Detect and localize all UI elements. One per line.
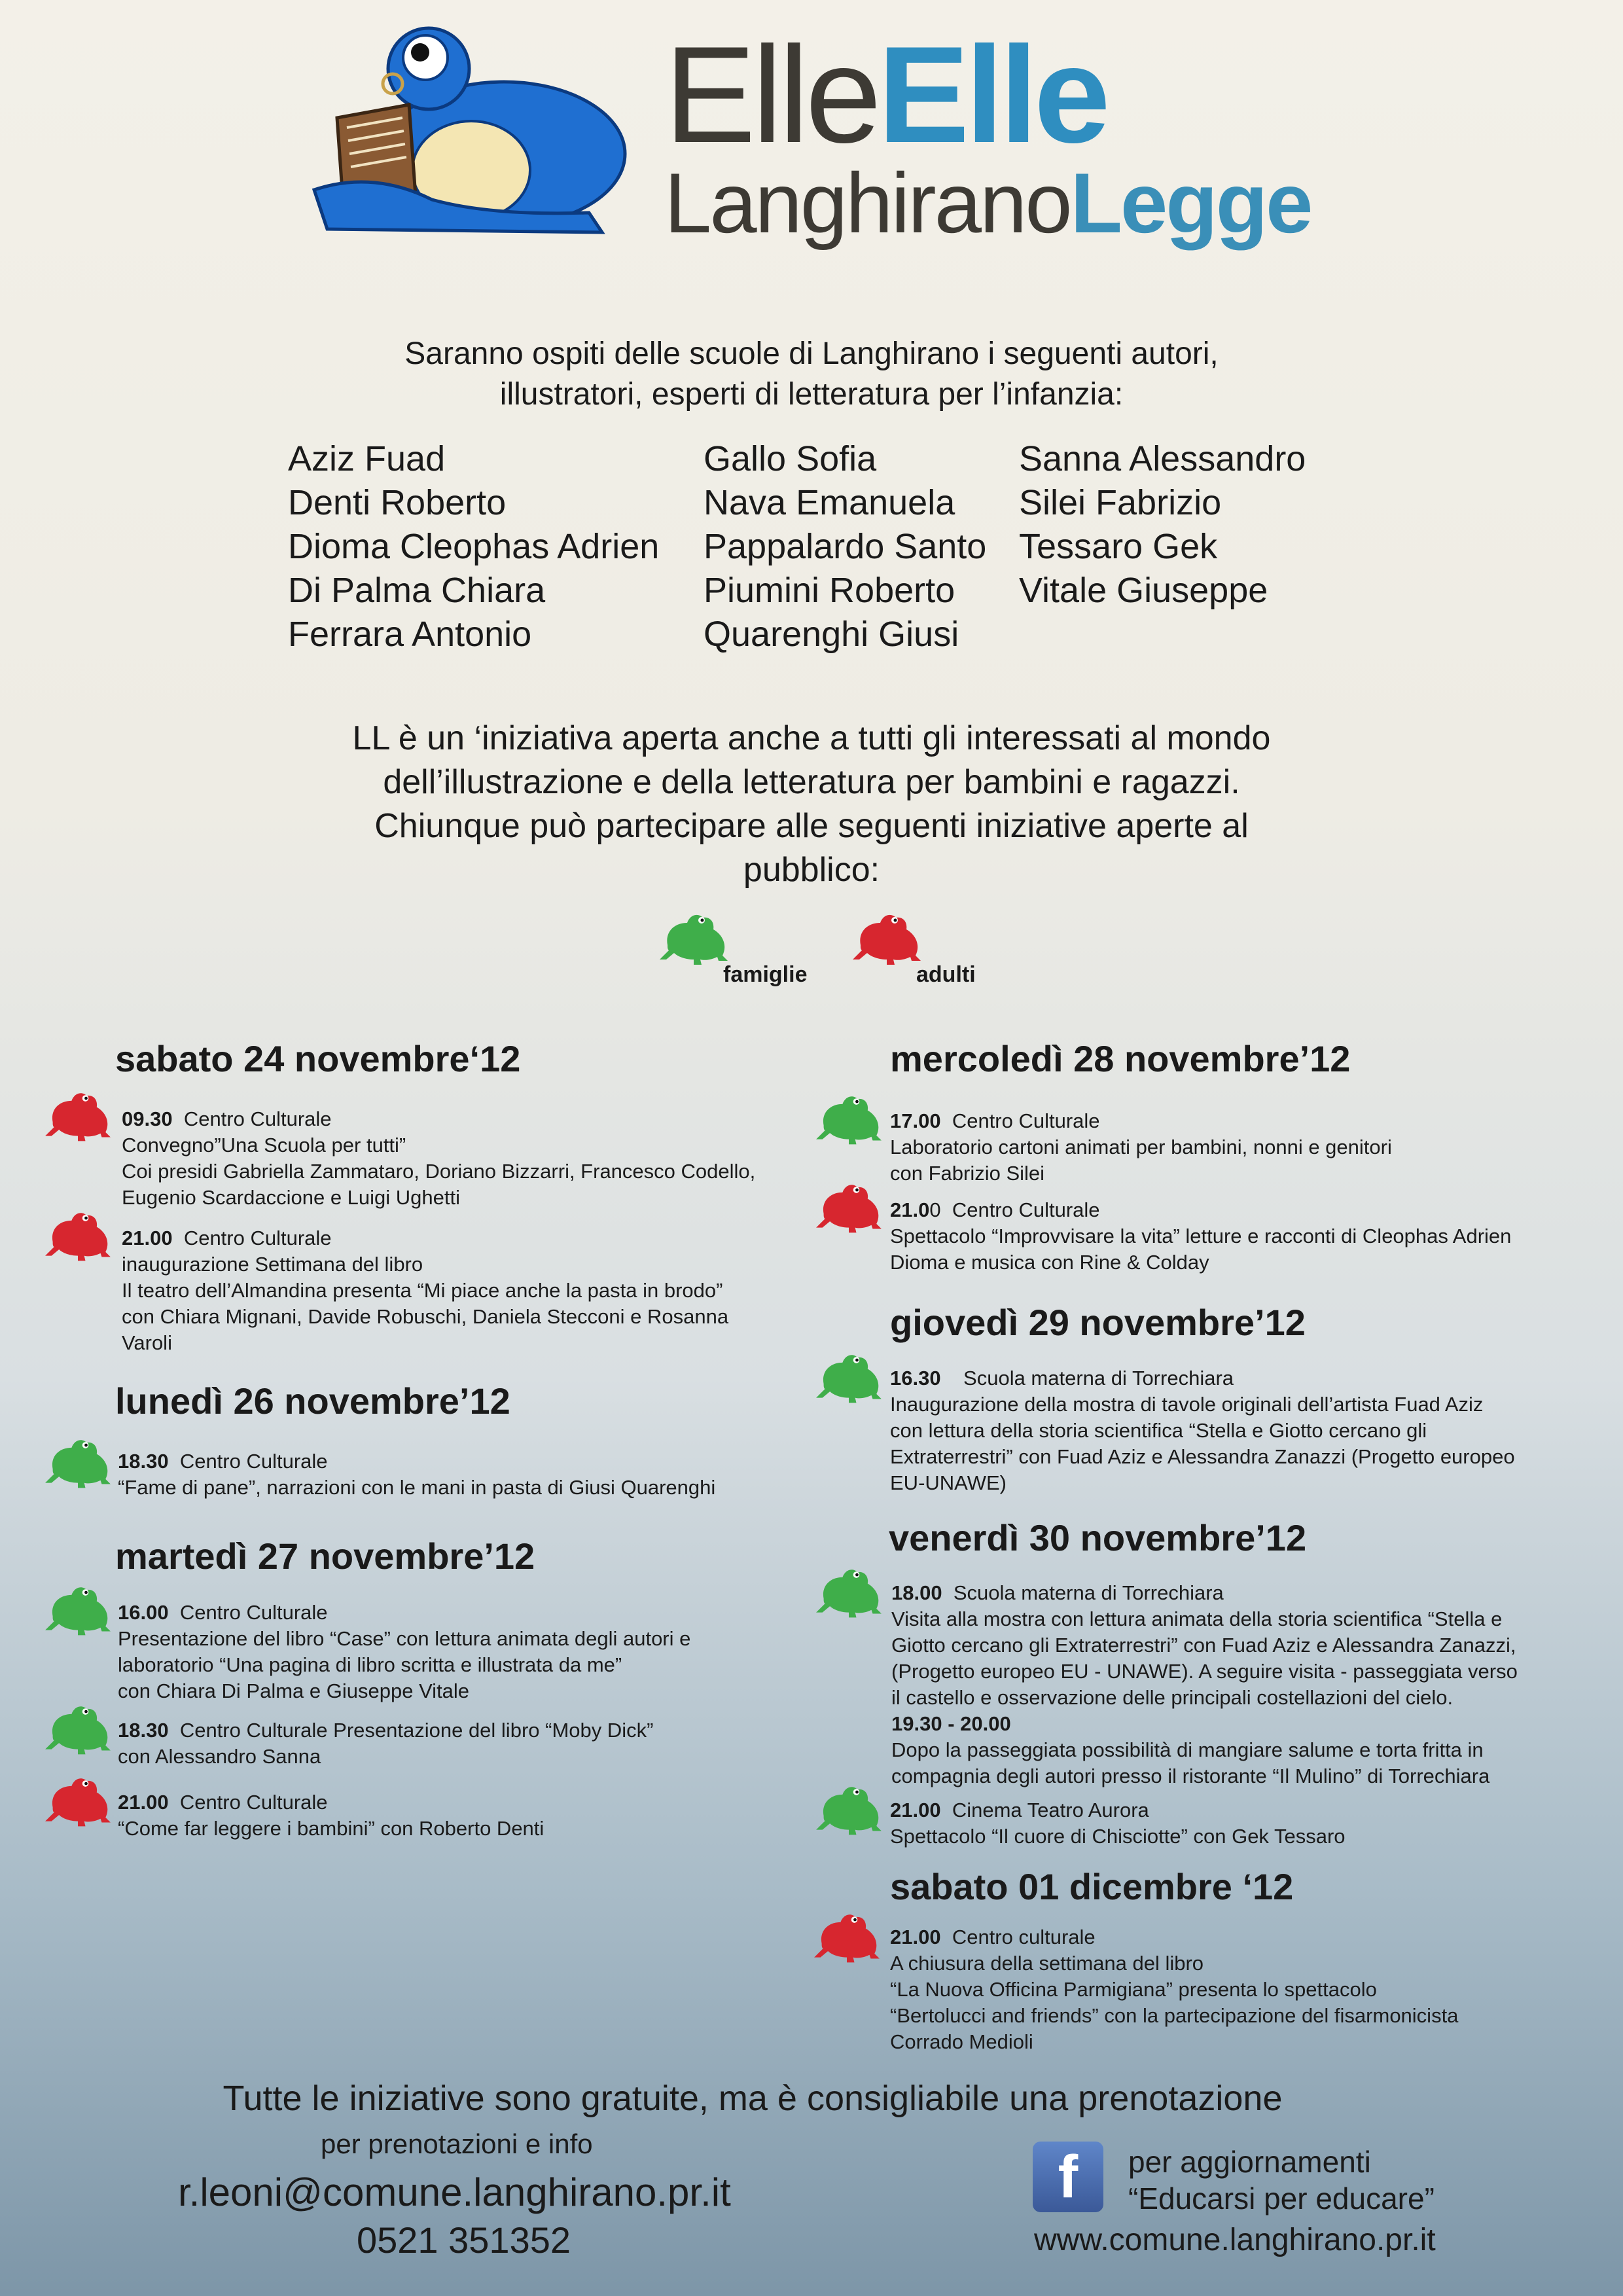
- red-frog-icon: [810, 1175, 887, 1238]
- event-block: 16.00 Centro Culturale Presentazione del libro “Case” con lettura animata degli autori e laboratorio “Una pagina di libro scritta e illustrata da me” con Chiara Di Palma e Giuseppe Vitale: [118, 1601, 691, 1702]
- event-block: 09.30 Centro Culturale Convegno”Una Scuola per tutti” Coi presidi Gabriella Zammataro, Doriano Bizzarri, Francesco Codello, Eugenio Scardaccione e Luigi Ughetti: [122, 1107, 756, 1209]
- subtitle-langhiranolegge: LanghiranoLegge: [664, 155, 1311, 251]
- red-frog-icon: [39, 1768, 116, 1831]
- event-block: 21.00 Cinema Teatro Aurora Spettacolo “Il cuore di Chisciotte” con Gek Tessaro: [890, 1799, 1346, 1848]
- red-frog-icon: [847, 905, 926, 970]
- green-frog-icon: [810, 1777, 887, 1840]
- day-heading: lunedì 26 novembre’12: [115, 1380, 510, 1422]
- day-heading: sabato 01 dicembre ‘12: [890, 1866, 1294, 1907]
- contact-phone[interactable]: 0521 351352: [357, 2219, 571, 2261]
- open-initiative-text: LL è un ‘iniziativa aperta anche a tutti gli interessati al mondo dell’illustrazione e della letteratura per bambini e ragazzi. Chiunque può partecipare alle seguenti iniziative aperte al pubblico:: [352, 719, 1271, 889]
- legend-label-adulti: adulti: [916, 962, 976, 987]
- event-block: 21.00 Centro culturale A chiusura della settimana del libro “La Nuova Officina Parmigiana” presenta lo spettacolo “Bertolucci and friends” con la partecipazione del fisarmonicista Corrado Medioli: [890, 1926, 1459, 2053]
- day-heading: giovedì 29 novembre’12: [890, 1302, 1306, 1343]
- event-block: 21.00 Centro Culturale Spettacolo “Improvvisare la vita” letture e racconti di Cleophas Adrien Dioma e musica con Rine & Colday: [890, 1198, 1512, 1274]
- event-block: 18.30 Centro Culturale Presentazione del libro “Moby Dick” con Alessandro Sanna: [118, 1719, 654, 1768]
- day-heading: venerdì 30 novembre’12: [889, 1517, 1307, 1558]
- author-name: Vitale Giuseppe: [1019, 571, 1268, 610]
- red-frog-icon: [808, 1905, 885, 1967]
- author-name: Silei Fabrizio: [1019, 483, 1222, 522]
- event-block: 21.00 Centro Culturale inaugurazione Settimana del libro Il teatro dell’Almandina presenta “Mi piace anche la pasta in brodo” con Chiara Mignani, Davide Robuschi, Daniela Stecconi e Rosanna Varoli: [122, 1227, 729, 1354]
- day-heading: martedì 27 novembre’12: [115, 1535, 535, 1577]
- author-name: Pappalardo Santo: [704, 527, 987, 566]
- green-frog-icon: [810, 1345, 887, 1408]
- author-name: Aziz Fuad: [288, 439, 446, 478]
- event-block: 16.30 Scuola materna di Torrechiara Inaugurazione della mostra di tavole originali dell’artista Fuad Aziz con lettura della storia scientifica “Stella e Giotto cercano gli Extraterrestri” con Fuad Aziz e Alessandra Zanazzi (Progetto europeo EU-UNAWE): [890, 1367, 1515, 1494]
- author-name: Sanna Alessandro: [1019, 439, 1306, 478]
- author-name: Gallo Sofia: [704, 439, 877, 478]
- green-frog-icon: [39, 1430, 116, 1493]
- day-heading: sabato 24 novembre‘12: [115, 1038, 521, 1079]
- event-block: 21.00 Centro Culturale “Come far leggere i bambini” con Roberto Denti: [118, 1791, 544, 1840]
- title-ellelle: ElleElle: [664, 18, 1107, 171]
- green-frog-icon: [810, 1560, 887, 1623]
- author-name: Di Palma Chiara: [288, 571, 546, 610]
- facebook-text: per aggiornamenti “Educarsi per educare”: [1128, 2145, 1435, 2215]
- intro-text: Saranno ospiti delle scuole di Langhirano i seguenti autori, illustratori, esperti di letteratura per l’infanzia:: [404, 336, 1219, 412]
- facebook-icon[interactable]: f: [1033, 2142, 1103, 2212]
- author-name: Dioma Cleophas Adrien: [288, 527, 660, 566]
- author-name: Quarenghi Giusi: [704, 615, 959, 654]
- authors-column-1: [288, 437, 659, 656]
- booking-info-label: per prenotazioni e info: [321, 2128, 593, 2159]
- contact-email[interactable]: r.leoni@comune.langhirano.pr.it: [178, 2170, 731, 2214]
- green-frog-icon: [810, 1086, 887, 1149]
- green-frog-icon: [39, 1577, 116, 1640]
- author-name: Denti Roberto: [288, 483, 507, 522]
- green-frog-icon: [39, 1696, 116, 1759]
- authors-column-2: [704, 437, 986, 656]
- author-name: Ferrara Antonio: [288, 615, 532, 654]
- authors-column-3: [1019, 437, 1306, 613]
- legend-label-famiglie: famiglie: [723, 962, 808, 987]
- author-name: Nava Emanuela: [704, 483, 955, 522]
- website-link[interactable]: www.comune.langhirano.pr.it: [1034, 2223, 1436, 2257]
- event-block: 17.00 Centro Culturale Laboratorio cartoni animati per bambini, nonni e genitori con Fabrizio Silei: [890, 1109, 1392, 1185]
- reading-frog-logo: [275, 20, 668, 242]
- footer-note: Tutte le iniziative sono gratuite, ma è consigliabile una prenotazione: [223, 2079, 1283, 2118]
- red-frog-icon: [39, 1203, 116, 1266]
- event-block: 18.00 Scuola materna di Torrechiara Visita alla mostra con lettura animata della storia scientifica “Stella e Giotto cercano gli Extraterrestri” con Fuad Aziz e Alessandra Zanazzi, (Progetto europeo EU - UNAWE). A seguire visita - passeggiata verso il castello e osservazione delle principali costellazioni del cielo. 19.30 - 20.00 Dopo la passeggiata possibilità di mangiare salume e torta fritta in compagnia degli autori presso il ristorante “Il Mulino” di Torrechiara: [891, 1581, 1518, 1787]
- event-block: 18.30 Centro Culturale “Fame di pane”, narrazioni con le mani in pasta di Giusi Quarenghi: [118, 1450, 716, 1499]
- author-name: Piumini Roberto: [704, 571, 955, 610]
- red-frog-icon: [39, 1083, 116, 1146]
- green-frog-icon: [654, 905, 733, 970]
- author-name: Tessaro Gek: [1019, 527, 1218, 566]
- day-heading: mercoledì 28 novembre’12: [890, 1038, 1351, 1079]
